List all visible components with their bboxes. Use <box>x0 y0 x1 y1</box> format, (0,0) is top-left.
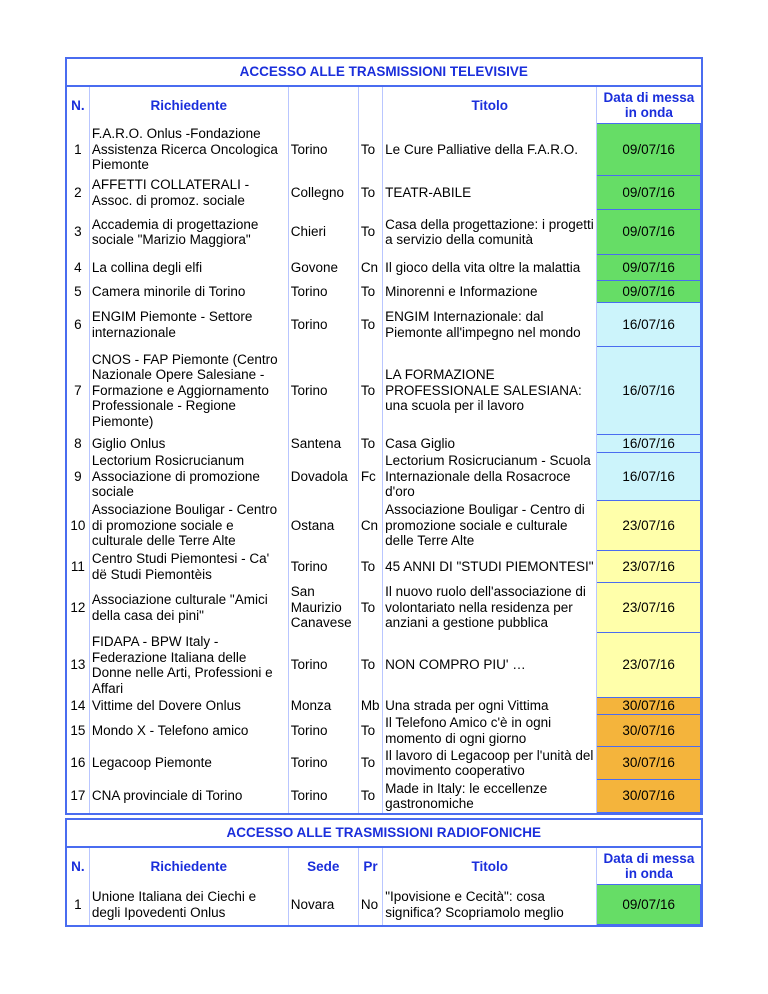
table-row <box>67 583 701 633</box>
row-richiedente: AFFETTI COLLATERALI - Assoc. di promoz. sociale <box>89 176 288 210</box>
row-richiedente: Lectorium Rosicrucianum Associazione di promozione sociale <box>89 453 288 501</box>
table-row <box>67 124 701 176</box>
row-sede: Dovadola <box>288 453 358 501</box>
row-data: 09/07/16 <box>597 255 701 281</box>
row-titolo: 45 ANNI DI "STUDI PIEMONTESI" <box>383 551 597 583</box>
row-titolo: Casa della progettazione: i progetti a servizio della comunità <box>383 210 597 255</box>
table-row <box>67 747 701 780</box>
row-richiedente: Associazione Bouligar - Centro di promozione sociale e culturale delle Terre Alte <box>89 501 288 551</box>
row-provincia: Cn <box>358 255 382 281</box>
row-richiedente: Accademia di progettazione sociale "Marizio Maggiora" <box>89 210 288 255</box>
row-sede: Santena <box>288 435 358 453</box>
row-data: 30/07/16 <box>597 715 701 747</box>
row-richiedente: CNA provinciale di Torino <box>89 780 288 813</box>
row-titolo: ENGIM Internazionale: dal Piemonte all'impegno nel mondo <box>383 303 597 347</box>
row-number: 7 <box>67 347 89 435</box>
row-data: 16/07/16 <box>597 435 701 453</box>
radio-table <box>67 820 701 925</box>
table-row <box>67 255 701 281</box>
row-sede: Torino <box>288 551 358 583</box>
table-row <box>67 551 701 583</box>
row-provincia: To <box>358 303 382 347</box>
table-row <box>67 303 701 347</box>
row-sede: Novara <box>288 885 358 925</box>
tv-header-n: N. <box>67 86 89 124</box>
table-row <box>67 347 701 435</box>
radio-section <box>65 818 703 927</box>
row-titolo: "Ipovisione e Cecità": cosa significa? Scopriamolo meglio <box>383 885 597 925</box>
row-titolo: Il gioco della vita oltre la malattia <box>383 255 597 281</box>
row-titolo: Lectorium Rosicrucianum - Scuola Internazionale della Rosacroce d'oro <box>383 453 597 501</box>
row-provincia: Fc <box>358 453 382 501</box>
radio-header-n: N. <box>67 847 89 885</box>
row-sede: Torino <box>288 747 358 780</box>
row-provincia: To <box>358 435 382 453</box>
radio-header-data: Data di messa in onda <box>603 850 695 881</box>
row-sede: Collegno <box>288 176 358 210</box>
radio-header-sede: Sede <box>288 847 358 885</box>
tv-section-title: ACCESSO ALLE TRASMISSIONI TELEVISIVE <box>67 59 701 86</box>
row-data: 23/07/16 <box>597 633 701 698</box>
table-row <box>67 435 701 453</box>
table-row <box>67 453 701 501</box>
row-data: 23/07/16 <box>597 551 701 583</box>
row-titolo: Il lavoro di Legacoop per l'unità del movimento cooperativo <box>383 747 597 780</box>
row-richiedente: Camera minorile di Torino <box>89 281 288 303</box>
row-number: 10 <box>67 501 89 551</box>
row-titolo: Casa Giglio <box>383 435 597 453</box>
row-provincia: Mb <box>358 698 382 715</box>
row-sede: Torino <box>288 124 358 176</box>
row-data: 23/07/16 <box>597 501 701 551</box>
row-provincia: To <box>358 633 382 698</box>
row-richiedente: Associazione culturale "Amici della casa dei pini" <box>89 583 288 633</box>
row-richiedente: La collina degli elfi <box>89 255 288 281</box>
table-row <box>67 633 701 698</box>
row-sede: Torino <box>288 281 358 303</box>
table-row <box>67 885 701 925</box>
row-richiedente: Giglio Onlus <box>89 435 288 453</box>
tv-header-pr <box>358 86 382 124</box>
row-titolo: LA FORMAZIONE PROFESSIONALE SALESIANA: una scuola per il lavoro <box>383 347 597 435</box>
row-titolo: TEATR-ABILE <box>383 176 597 210</box>
radio-header-richiedente: Richiedente <box>89 847 288 885</box>
row-richiedente: CNOS - FAP Piemonte (Centro Nazionale Opere Salesiane - Formazione e Aggiornamento Professionale - Regione Piemonte) <box>89 347 288 435</box>
table-row <box>67 715 701 747</box>
row-number: 2 <box>67 176 89 210</box>
row-data: 09/07/16 <box>597 124 701 176</box>
table-row <box>67 698 701 715</box>
tv-section <box>65 57 703 815</box>
row-sede: Chieri <box>288 210 358 255</box>
row-richiedente: ENGIM Piemonte - Settore internazionale <box>89 303 288 347</box>
row-titolo: Le Cure Palliative della F.A.R.O. <box>383 124 597 176</box>
row-richiedente: Centro Studi Piemontesi - Ca' dë Studi Piemontèis <box>89 551 288 583</box>
radio-header-pr: Pr <box>358 847 382 885</box>
row-number: 1 <box>67 124 89 176</box>
row-data: 30/07/16 <box>597 747 701 780</box>
row-number: 4 <box>67 255 89 281</box>
row-number: 12 <box>67 583 89 633</box>
tv-header-titolo: Titolo <box>383 86 597 124</box>
tv-header-data: Data di messa in onda <box>603 89 695 120</box>
row-titolo: Associazione Bouligar - Centro di promozione sociale e culturale delle Terre Alte <box>383 501 597 551</box>
tv-header-richiedente: Richiedente <box>89 86 288 124</box>
row-sede: Torino <box>288 303 358 347</box>
row-number: 6 <box>67 303 89 347</box>
row-titolo: NON COMPRO PIU' … <box>383 633 597 698</box>
row-number: 13 <box>67 633 89 698</box>
row-number: 11 <box>67 551 89 583</box>
row-number: 16 <box>67 747 89 780</box>
row-sede: Ostana <box>288 501 358 551</box>
row-number: 9 <box>67 453 89 501</box>
row-provincia: To <box>358 715 382 747</box>
row-number: 17 <box>67 780 89 813</box>
row-titolo: Il nuovo ruolo dell'associazione di volontariato nella residenza per anziani a gestione pubblica <box>383 583 597 633</box>
row-number: 1 <box>67 885 89 925</box>
row-richiedente: FIDAPA - BPW Italy - Federazione Italiana delle Donne nelle Arti, Professioni e Affari <box>89 633 288 698</box>
tv-header-sede <box>288 86 358 124</box>
row-data: 30/07/16 <box>597 780 701 813</box>
row-sede: Govone <box>288 255 358 281</box>
row-number: 15 <box>67 715 89 747</box>
table-row <box>67 176 701 210</box>
row-data: 09/07/16 <box>597 176 701 210</box>
row-provincia: To <box>358 551 382 583</box>
row-data: 23/07/16 <box>597 583 701 633</box>
row-provincia: To <box>358 780 382 813</box>
row-sede: San Maurizio Canavese <box>288 583 358 633</box>
row-provincia: Cn <box>358 501 382 551</box>
row-provincia: No <box>358 885 382 925</box>
row-data: 09/07/16 <box>597 210 701 255</box>
radio-header-titolo: Titolo <box>383 847 597 885</box>
row-provincia: To <box>358 210 382 255</box>
row-provincia: To <box>358 583 382 633</box>
table-row <box>67 281 701 303</box>
row-titolo: Made in Italy: le eccellenze gastronomiche <box>383 780 597 813</box>
row-data: 09/07/16 <box>597 885 701 925</box>
row-data: 16/07/16 <box>597 303 701 347</box>
row-sede: Monza <box>288 698 358 715</box>
table-row <box>67 501 701 551</box>
row-data: 16/07/16 <box>597 453 701 501</box>
row-data: 09/07/16 <box>597 281 701 303</box>
row-richiedente: Unione Italiana dei Ciechi e degli Ipovedenti Onlus <box>89 885 288 925</box>
table-row <box>67 210 701 255</box>
row-titolo: Il Telefono Amico c'è in ogni momento di ogni giorno <box>383 715 597 747</box>
row-sede: Torino <box>288 780 358 813</box>
row-sede: Torino <box>288 633 358 698</box>
row-titolo: Una strada per ogni Vittima <box>383 698 597 715</box>
row-titolo: Minorenni e Informazione <box>383 281 597 303</box>
row-richiedente: F.A.R.O. Onlus -Fondazione Assistenza Ricerca Oncologica Piemonte <box>89 124 288 176</box>
table-row <box>67 780 701 813</box>
row-sede: Torino <box>288 715 358 747</box>
row-provincia: To <box>358 124 382 176</box>
row-richiedente: Legacoop Piemonte <box>89 747 288 780</box>
row-number: 14 <box>67 698 89 715</box>
radio-section-title: ACCESSO ALLE TRASMISSIONI RADIOFONICHE <box>67 820 701 847</box>
row-provincia: To <box>358 281 382 303</box>
tv-table <box>67 59 701 813</box>
row-number: 5 <box>67 281 89 303</box>
row-data: 16/07/16 <box>597 347 701 435</box>
row-number: 8 <box>67 435 89 453</box>
row-provincia: To <box>358 747 382 780</box>
row-provincia: To <box>358 347 382 435</box>
row-sede: Torino <box>288 347 358 435</box>
row-data: 30/07/16 <box>597 698 701 715</box>
row-richiedente: Vittime del Dovere Onlus <box>89 698 288 715</box>
row-richiedente: Mondo X - Telefono amico <box>89 715 288 747</box>
row-number: 3 <box>67 210 89 255</box>
row-provincia: To <box>358 176 382 210</box>
